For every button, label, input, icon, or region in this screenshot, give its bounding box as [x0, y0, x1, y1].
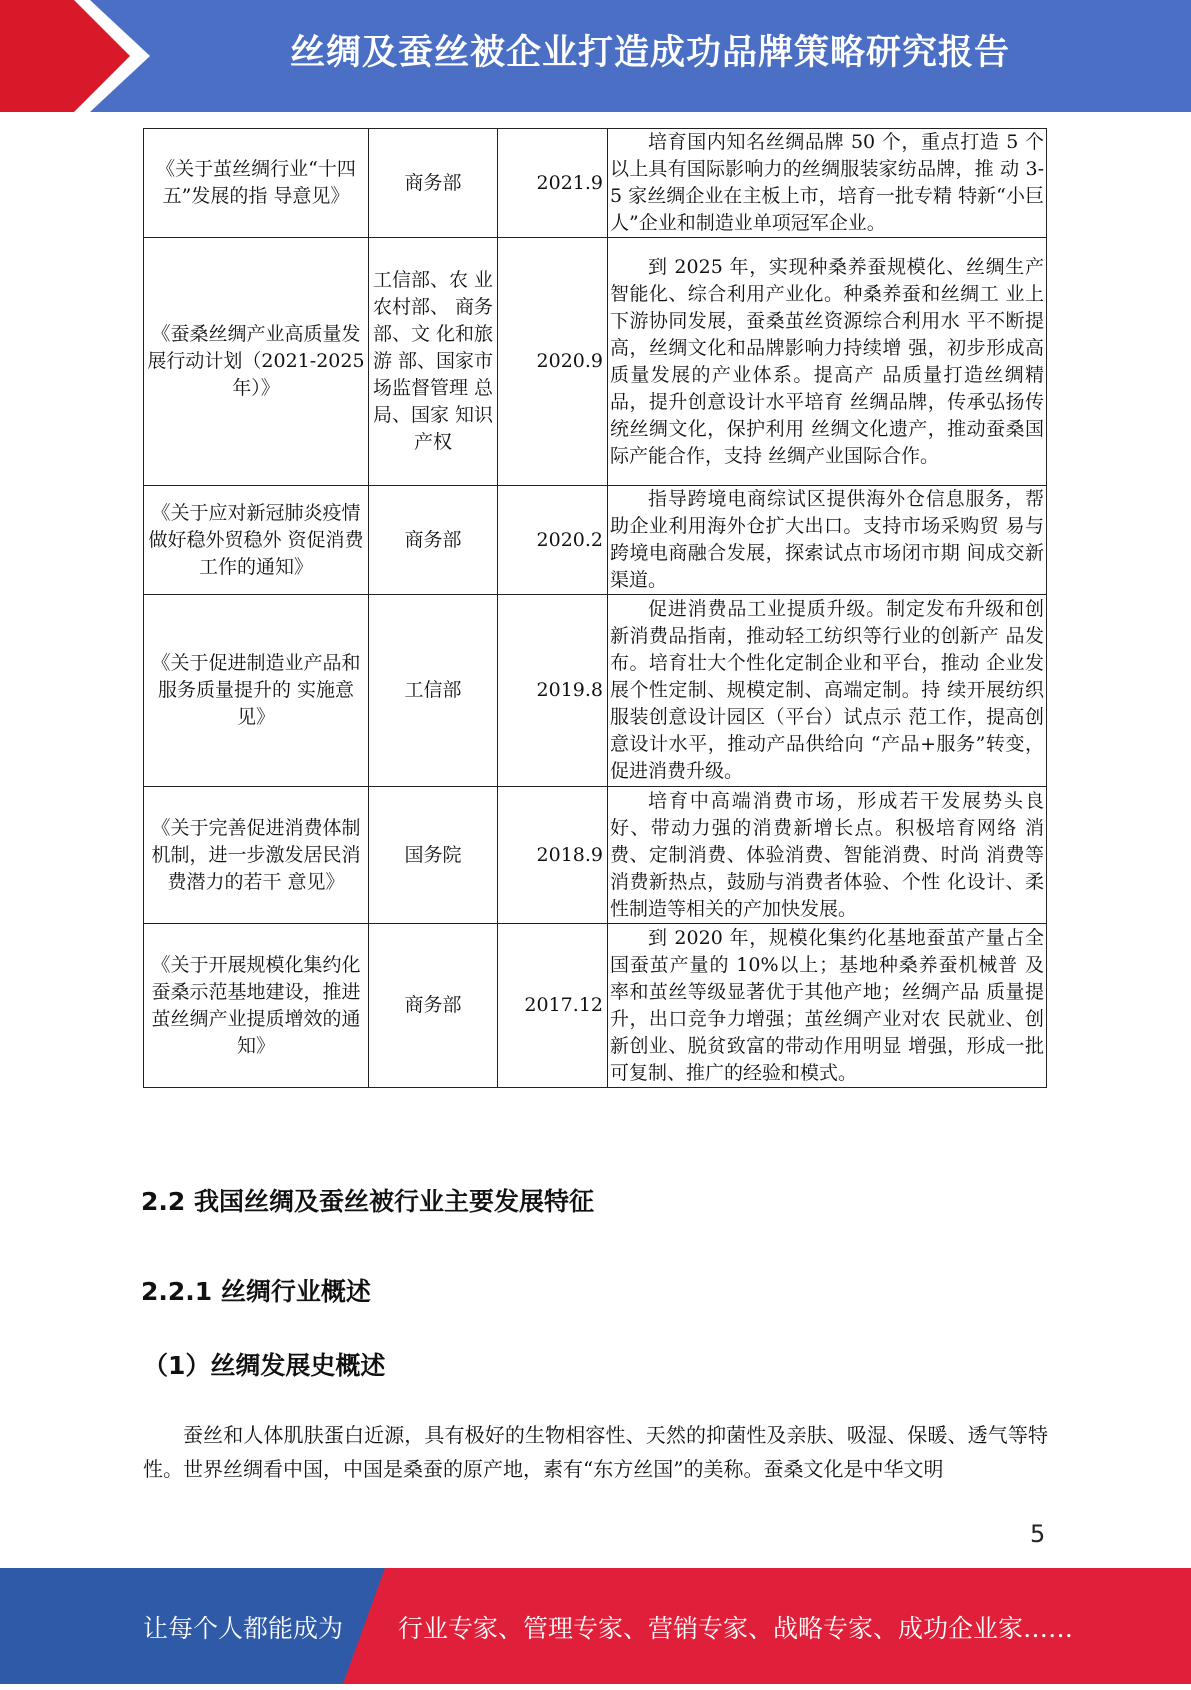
policy-title-cell: 《蚕桑丝绸产业高质量发展行动计划（2021-2025 年）》: [144, 238, 369, 486]
date-cell: 2017.12: [498, 924, 608, 1088]
content-cell: 到 2025 年，实现种桑养蚕规模化、丝绸生产智能化、综合利用产业化。种桑养蚕和丝绸工 业上下游协同发展，蚕桑茧丝资源综合利用水 平不断提高，丝绸文化和品牌影响力持续增 强，初步形成高质量发展的产业体系。提高产 品质量打造丝绸精品，提升创意设计水平培育 丝绸品牌，传承弘扬传统丝绸文化，保护利用 丝绸文化遗产，推动蚕桑国际产能合作，支持 丝绸产业国际合作。: [608, 238, 1047, 486]
policy-title-cell: 《关于促进制造业产品和服务质量提升的 实施意见》: [144, 595, 369, 787]
date-cell: 2018.9: [498, 787, 608, 924]
content-cell: 培育国内知名丝绸品牌 50 个，重点打造 5 个以上具有国际影响力的丝绸服装家纺品牌，推 动 3-5 家丝绸企业在主板上市，培育一批专精 特新“小巨人”企业和制造业单项冠军企业。: [608, 129, 1047, 238]
department-cell: 商务部: [369, 129, 498, 238]
header-arrow-icon: [0, 0, 160, 112]
policy-title-cell: 《关于开展规模化集约化蚕桑示范基地建设，推进茧丝绸产业提质增效的通知》: [144, 924, 369, 1088]
date-cell: 2019.8: [498, 595, 608, 787]
body-paragraph: 蚕丝和人体肌肤蛋白近源，具有极好的生物相容性、天然的抑菌性及亲肤、吸湿、保暖、透气等特性。世界丝绸看中国，中国是桑蚕的原产地，素有“东方丝国”的美称。蚕桑文化是中华文明: [143, 1423, 1048, 1481]
department-cell: 国务院: [369, 787, 498, 924]
page-header: [0, 0, 1191, 112]
date-cell: 2021.9: [498, 129, 608, 238]
table-row: [144, 238, 1047, 486]
subsection-heading: 2.2.1 丝绸行业概述: [141, 1277, 371, 1306]
department-cell: 工信部: [369, 595, 498, 787]
content-cell: 培育中高端消费市场，形成若干发展势头良好、带动力强的消费新增长点。积极培育网络 消费、定制消费、体验消费、智能消费、时尚 消费等消费新热点，鼓励与消费者体验、个性 化设计、柔性制造等相关的产加快发展。: [608, 787, 1047, 924]
department-cell: 商务部: [369, 486, 498, 595]
footer-slogan-left: 让每个人都能成为: [143, 1614, 344, 1643]
content-cell: 到 2020 年，规模化集约化基地蚕茧产量占全国蚕茧产量的 10%以上；基地种桑养蚕机械普 及率和茧丝等级显著优于其他产地；丝绸产品 质量提升，出口竞争力增强；茧丝绸产业对农 民就业、创新创业、脱贫致富的带动作用明显 增强，形成一批可复制、推广的经验和模式。: [608, 924, 1047, 1088]
content-cell: 指导跨境电商综试区提供海外仓信息服务，帮助企业利用海外仓扩大出口。支持市场采购贸 易与跨境电商融合发展，探索试点市场闭市期 间成交新渠道。: [608, 486, 1047, 595]
section-heading: 2.2 我国丝绸及蚕丝被行业主要发展特征: [141, 1187, 594, 1216]
date-cell: 2020.2: [498, 486, 608, 595]
page-number: 5: [1030, 1520, 1046, 1548]
department-cell: 商务部: [369, 924, 498, 1088]
table-row: [144, 129, 1047, 238]
policy-title-cell: 《关于应对新冠肺炎疫情做好稳外贸稳外 资促消费工作的通知》: [144, 486, 369, 595]
table-row: [144, 595, 1047, 787]
policy-title-cell: 《关于茧丝绸行业“十四五”发展的指 导意见》: [144, 129, 369, 238]
footer-slogan-right: 行业专家、管理专家、营销专家、战略专家、成功企业家……: [398, 1614, 1074, 1643]
table-row: [144, 486, 1047, 595]
policy-table: [143, 128, 1047, 1088]
department-cell: 工信部、农 业农村部、 商务部、文 化和旅游 部、国家市 场监督管理 总局、国家 知识产权: [369, 238, 498, 486]
report-title: 丝绸及蚕丝被企业打造成功品牌策略研究报告: [289, 33, 1010, 73]
sub-subsection-heading: （1）丝绸发展史概述: [143, 1351, 386, 1380]
content-cell: 促进消费品工业提质升级。制定发布升级和创新消费品指南，推动轻工纺织等行业的创新产 品发布。培育壮大个性化定制企业和平台，推动 企业发展个性定制、规模定制、高端定制。持 续开展纺织服装创意设计园区（平台）试点示 范工作，提高创意设计水平，推动产品供给向 “产品+服务”转变，促进消费升级。: [608, 595, 1047, 787]
date-cell: 2020.9: [498, 238, 608, 486]
page-footer: [0, 1568, 1191, 1684]
table-row: [144, 787, 1047, 924]
table-row: [144, 924, 1047, 1088]
policy-title-cell: 《关于完善促进消费体制机制，进一步激发居民消费潜力的若干 意见》: [144, 787, 369, 924]
